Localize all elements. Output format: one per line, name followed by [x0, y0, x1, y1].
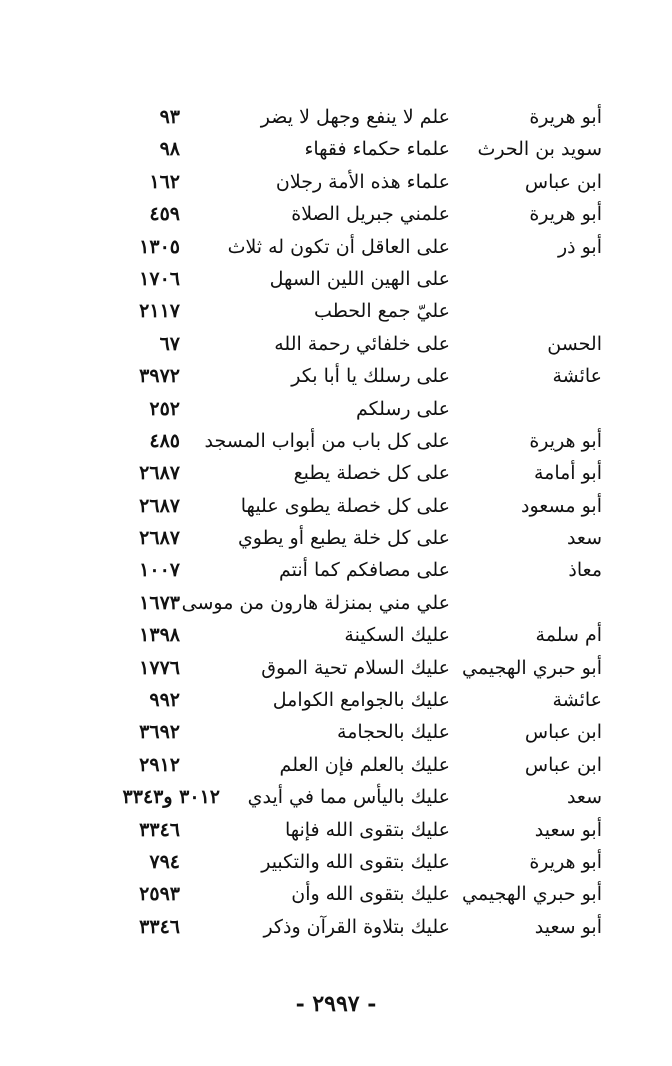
narrator-name: أم سلمة — [535, 624, 602, 647]
narrator-name: سويد بن الحرث — [477, 138, 602, 161]
narrator-name: أبو حبري الهجيمي — [462, 656, 602, 679]
narrator-name: أبو هريرة — [529, 106, 602, 128]
narrator-name: سعد — [566, 527, 602, 550]
hadith-incipit: على مصافكم كما أنتم — [278, 559, 450, 582]
index-row — [0, 133, 672, 165]
hadith-incipit: على الهين اللين السهل — [269, 267, 450, 290]
narrator-name: سعد — [566, 786, 602, 809]
narrator-name: الحسن — [547, 332, 602, 355]
index-row — [0, 328, 672, 360]
index-row — [0, 198, 672, 230]
narrator-name: ابن عباس — [524, 753, 602, 776]
hadith-incipit: عليك بالعلم فإن العلم — [279, 753, 450, 776]
narrator-name: أبو سعيد — [534, 915, 602, 938]
hadith-incipit: على رسلك يا أبا بكر — [291, 365, 450, 388]
hadith-number: ٢٩١٢ — [139, 753, 180, 776]
hadith-number: ٢٥٩٣ — [139, 883, 180, 906]
hadith-incipit: عليك بتقوى الله وأن — [291, 883, 450, 906]
index-row — [0, 716, 672, 748]
index-row — [0, 554, 672, 586]
index-row — [0, 393, 672, 425]
hadith-number: ٤٨٥ — [149, 429, 180, 452]
hadith-number: ١٣٠٥ — [139, 235, 180, 258]
hadith-incipit: على كل خلة يطبع أو يطوي — [237, 527, 450, 550]
hadith-number: ٣٦٩٢ — [139, 721, 180, 744]
index-row — [0, 781, 672, 813]
hadith-incipit: علي مني بمنزلة هارون من موسى — [181, 591, 450, 614]
hadith-incipit: عليك بتقوى الله فإنها — [284, 818, 450, 841]
index-row — [0, 587, 672, 619]
hadith-number: ١٣٩٨ — [139, 624, 180, 647]
hadith-incipit: علماء هذه الأمة رجلان — [275, 170, 450, 193]
hadith-incipit: على خلفائي رحمة الله — [274, 332, 450, 355]
hadith-incipit: على كل خصلة يطوى عليها — [240, 494, 450, 517]
hadith-number: ٣٣٤٦ — [139, 915, 180, 938]
index-row — [0, 846, 672, 878]
narrator-name: ابن عباس — [524, 170, 602, 193]
index-row — [0, 231, 672, 263]
hadith-incipit: عليك بالحجامة — [337, 721, 450, 744]
hadith-number: ٢٦٨٧ — [139, 462, 180, 485]
hadith-number: ٢١١٧ — [139, 300, 180, 323]
index-row — [0, 490, 672, 522]
hadith-number: ٢٦٨٧ — [139, 527, 180, 550]
index-row — [0, 652, 672, 684]
narrator-name: أبو سعيد — [534, 818, 602, 841]
page-number: - ٢٩٩٧ - — [295, 991, 377, 1017]
index-row — [0, 263, 672, 295]
index-row — [0, 360, 672, 392]
hadith-incipit: عليك باليأس مما في أيدي — [247, 786, 450, 809]
hadith-incipit: عليك السلام تحية الموق — [261, 656, 450, 679]
index-row — [0, 295, 672, 327]
hadith-number: ١٦٧٣ — [139, 591, 180, 614]
narrator-name: أبو هريرة — [529, 850, 602, 873]
index-row — [0, 101, 672, 133]
narrator-name: أبو أمامة — [533, 462, 602, 485]
hadith-incipit: عليك بتلاوة القرآن وذكر — [263, 915, 450, 938]
hadith-number: ١٧٠٦ — [139, 267, 180, 290]
hadith-number: ٣٩٧٢ — [139, 365, 180, 388]
hadith-incipit: على كل خصلة يطبع — [293, 462, 450, 485]
narrator-name: معاذ — [568, 559, 602, 582]
hadith-number: ٣٣٤٦ — [139, 818, 180, 841]
narrator-name: أبو ذر — [557, 235, 602, 258]
narrator-name: عائشة — [552, 689, 602, 712]
narrator-name: عائشة — [552, 365, 602, 388]
hadith-number: ١٦٢ — [149, 170, 180, 193]
hadith-number: ٦٧ — [159, 332, 180, 355]
index-row — [0, 878, 672, 910]
index-row — [0, 457, 672, 489]
hadith-incipit: علمني جبريل الصلاة — [291, 203, 450, 226]
hadith-number: ٩٩٢ — [149, 689, 180, 712]
hadith-incipit: عليك بالجوامع الكوامل — [272, 689, 450, 712]
narrator-name: أبو هريرة — [529, 203, 602, 226]
hadith-number: ٩٨ — [159, 138, 180, 161]
narrator-name: أبو هريرة — [529, 429, 602, 452]
hadith-number: ٧٩٤ — [149, 850, 180, 873]
hadith-number: ١٧٧٦ — [139, 656, 180, 679]
hadith-incipit: على العاقل أن تكون له ثلاث — [227, 235, 450, 258]
hadith-number: ٩٣ — [159, 106, 180, 128]
hadith-number: ١٠٠٧ — [139, 559, 180, 582]
narrator-name: أبو حبري الهجيمي — [462, 883, 602, 906]
index-row — [0, 619, 672, 651]
hadith-incipit: علماء حكماء فقهاء — [304, 138, 450, 161]
hadith-number: ٤٥٩ — [149, 203, 180, 226]
hadith-incipit: عليك بتقوى الله والتكبير — [261, 850, 450, 873]
index-row — [0, 425, 672, 457]
narrator-name: أبو مسعود — [521, 494, 602, 517]
hadith-number: ٣٠١٢ و٣٣٤٣ — [122, 786, 220, 809]
index-row — [0, 522, 672, 554]
index-row — [0, 684, 672, 716]
index-row — [0, 166, 672, 198]
hadith-incipit: على كل باب من أبواب المسجد — [204, 429, 450, 452]
hadith-incipit: عليك السكينة — [344, 624, 450, 647]
index-row — [0, 911, 672, 943]
hadith-number: ٢٦٨٧ — [139, 494, 180, 517]
hadith-incipit: علم لا ينفع وجهل لا يضر — [260, 106, 450, 128]
hadith-incipit: على رسلكم — [355, 397, 450, 420]
index-row — [0, 814, 672, 846]
hadith-number: ٢٥٢ — [149, 397, 180, 420]
hadith-index-table — [0, 101, 672, 943]
index-row — [0, 749, 672, 781]
hadith-incipit: عليّ جمع الحطب — [314, 300, 450, 323]
narrator-name: ابن عباس — [524, 721, 602, 744]
